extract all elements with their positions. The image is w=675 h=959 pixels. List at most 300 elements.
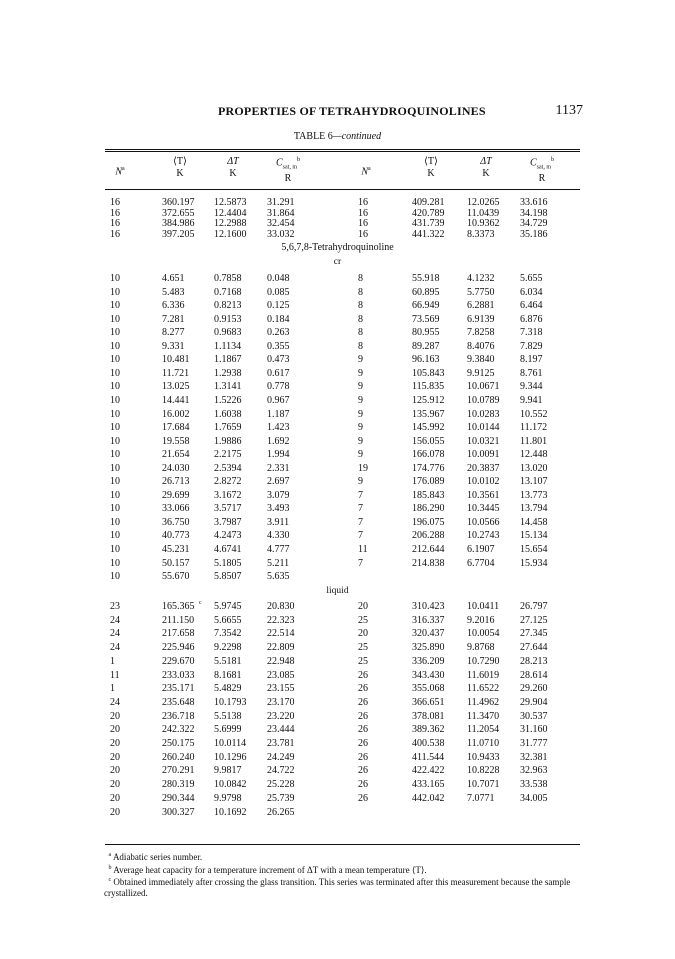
right-heat-capacity-cell: 32.381	[520, 751, 548, 763]
left-series-n-cell: 20	[110, 806, 120, 818]
left-heat-capacity-cell: 0.184	[267, 313, 290, 325]
left-mean-temperature-cell: 6.336	[162, 300, 185, 312]
right-mean-temperature-cell: 105.843	[412, 367, 445, 379]
left-mean-temperature-cell: 29.699	[162, 489, 190, 501]
left-heat-capacity-cell: 2.331	[267, 462, 290, 474]
left-series-n-cell: 10	[110, 516, 120, 528]
left-series-n-cell: 20	[110, 765, 120, 777]
right-heat-capacity-cell: 29.904	[520, 696, 548, 708]
right-heat-capacity-cell: 27.345	[520, 628, 548, 640]
right-mean-temperature-cell: 60.895	[412, 286, 440, 298]
col-head-t-right	[411, 156, 451, 180]
right-temperature-increment-cell: 6.7704	[467, 557, 495, 569]
left-mean-temperature-cell: 384.986	[162, 218, 195, 229]
phase-label-liquid: liquid	[326, 586, 349, 596]
right-mean-temperature-cell: 96.163	[412, 354, 440, 366]
right-series-n-cell: 25	[358, 655, 368, 667]
footnote-c-mark: c	[108, 877, 112, 883]
left-heat-capacity-cell: 31.291	[267, 197, 295, 208]
right-heat-capacity-cell: 15.654	[520, 544, 548, 555]
col-c-unit: R	[284, 173, 292, 185]
right-heat-capacity-cell: 15.134	[520, 530, 548, 542]
left-mean-temperature-cell: 233.033	[162, 669, 195, 681]
left-mean-temperature-cell: 9.331	[162, 340, 185, 352]
table-row	[0, 422, 675, 433]
right-temperature-increment-cell: 11.2054	[467, 724, 500, 736]
left-heat-capacity-cell: 0.355	[267, 340, 290, 352]
left-mean-temperature-cell: 235.648	[162, 696, 195, 708]
right-series-n-cell: 7	[358, 489, 363, 501]
right-temperature-increment-cell: 10.7071	[467, 779, 500, 791]
left-temperature-increment-cell: 2.2175	[214, 449, 242, 461]
right-temperature-increment-cell: 6.9139	[467, 313, 495, 325]
right-heat-capacity-cell: 31.777	[520, 738, 548, 749]
left-mean-temperature-cell: 36.750	[162, 516, 190, 528]
footnote-b-text: Average heat capacity for a temperature increment of ΔT with a mean temperature ⟨T⟩.	[113, 864, 427, 875]
col-c-symbol: C	[529, 157, 537, 169]
left-temperature-increment-cell: 0.9683	[214, 327, 242, 339]
col-head-c-left	[262, 154, 314, 185]
left-mean-temperature-cell: 24.030	[162, 462, 190, 474]
col-c-sub: sat, m	[282, 164, 297, 171]
right-temperature-increment-cell: 8.3373	[467, 228, 495, 240]
right-series-n-cell: 9	[358, 367, 363, 379]
right-heat-capacity-cell: 26.797	[520, 601, 548, 612]
right-heat-capacity-cell: 10.552	[520, 408, 548, 420]
left-mean-temperature-cell: 45.231	[162, 544, 190, 555]
right-mean-temperature-cell: 431.739	[412, 218, 445, 229]
right-mean-temperature-cell: 66.949	[412, 300, 440, 312]
col-c-sup: b	[551, 157, 554, 163]
table-row	[0, 208, 675, 219]
table-row	[0, 779, 675, 790]
right-series-n-cell: 19	[358, 462, 368, 474]
footnotes	[104, 850, 582, 898]
table-row	[0, 197, 675, 208]
right-temperature-increment-cell: 9.9125	[467, 367, 495, 379]
left-heat-capacity-cell: 23.444	[267, 724, 295, 736]
right-heat-capacity-cell: 6.034	[520, 286, 543, 298]
left-heat-capacity-cell: 20.830	[267, 601, 295, 612]
left-heat-capacity-cell: 0.967	[267, 394, 290, 406]
left-temperature-increment-cell: 0.9153	[214, 313, 242, 325]
table-row	[0, 642, 675, 653]
right-temperature-increment-cell: 9.2016	[467, 614, 495, 626]
col-c-sup: b	[297, 157, 300, 163]
right-temperature-increment-cell: 6.2881	[467, 300, 495, 312]
left-temperature-increment-cell: 4.2473	[214, 530, 242, 542]
right-mean-temperature-cell: 214.838	[412, 557, 445, 569]
left-series-n-cell: 10	[110, 435, 120, 447]
col-c-symbol: C	[275, 157, 283, 169]
footnote-c-ref: c	[199, 600, 202, 606]
table-row	[0, 601, 675, 612]
left-heat-capacity-cell: 3.079	[267, 489, 290, 501]
right-heat-capacity-cell: 34.005	[520, 792, 548, 804]
left-temperature-increment-cell: 1.1134	[214, 340, 242, 352]
left-heat-capacity-cell: 26.265	[267, 806, 295, 818]
left-temperature-increment-cell: 1.5226	[214, 394, 242, 406]
col-n-sup: a	[368, 166, 371, 172]
left-mean-temperature-cell: 236.718	[162, 710, 195, 722]
table-row	[0, 544, 675, 555]
right-series-n-cell: 8	[358, 340, 363, 352]
col-dt-symbol: ΔT	[480, 156, 492, 167]
right-temperature-increment-cell: 10.0671	[467, 381, 500, 393]
left-mean-temperature-cell: 270.291	[162, 765, 195, 777]
table-row	[0, 354, 675, 365]
left-heat-capacity-cell: 32.454	[267, 218, 295, 229]
left-series-n-cell: 10	[110, 408, 120, 420]
header-underline	[105, 189, 580, 190]
right-series-n-cell: 7	[358, 557, 363, 569]
table-row	[0, 807, 675, 818]
left-series-n-cell: 10	[110, 273, 120, 284]
table-row	[0, 530, 675, 541]
right-heat-capacity-cell: 14.458	[520, 516, 548, 528]
left-heat-capacity-cell: 0.473	[267, 354, 290, 366]
left-mean-temperature-cell: 55.670	[162, 571, 190, 583]
left-heat-capacity-cell: 23.781	[267, 738, 295, 749]
page-number: 1137	[555, 103, 583, 118]
right-mean-temperature-cell: 366.651	[412, 696, 445, 708]
left-heat-capacity-cell: 0.125	[267, 300, 290, 312]
right-series-n-cell: 9	[358, 394, 363, 406]
right-heat-capacity-cell: 33.538	[520, 779, 548, 791]
footnote-a-mark: a	[108, 852, 112, 858]
left-temperature-increment-cell: 1.7659	[214, 422, 242, 434]
table-bottom-rule	[105, 844, 580, 845]
right-series-n-cell: 26	[358, 751, 368, 763]
col-dt-symbol: ΔT	[227, 156, 239, 167]
table-row	[0, 287, 675, 298]
left-mean-temperature-cell: 211.150	[162, 614, 195, 626]
table-row	[0, 327, 675, 338]
right-mean-temperature-cell: 73.569	[412, 313, 440, 325]
left-heat-capacity-cell: 0.085	[267, 286, 290, 298]
right-series-n-cell: 8	[358, 273, 363, 284]
col-head-dt-left	[213, 156, 253, 180]
right-temperature-increment-cell: 10.0144	[467, 422, 500, 434]
left-mean-temperature-cell: 21.654	[162, 449, 190, 461]
right-temperature-increment-cell: 11.4962	[467, 696, 500, 708]
left-series-n-cell: 10	[110, 367, 120, 379]
left-heat-capacity-cell: 1.994	[267, 449, 290, 461]
left-heat-capacity-cell: 0.048	[267, 273, 290, 284]
left-series-n-cell: 23	[110, 601, 120, 612]
footnote-a	[104, 850, 582, 863]
col-head-n-right	[356, 163, 376, 178]
left-series-n-cell: 20	[110, 724, 120, 736]
right-mean-temperature-cell: 355.068	[412, 683, 445, 695]
right-heat-capacity-cell: 9.941	[520, 394, 543, 406]
right-series-n-cell: 26	[358, 669, 368, 681]
left-temperature-increment-cell: 1.1867	[214, 354, 242, 366]
left-series-n-cell: 10	[110, 422, 120, 434]
left-series-n-cell: 24	[110, 628, 120, 640]
right-mean-temperature-cell: 196.075	[412, 516, 445, 528]
left-temperature-increment-cell: 10.0114	[214, 738, 247, 749]
right-series-n-cell: 26	[358, 792, 368, 804]
table-row	[0, 558, 675, 569]
left-mean-temperature-cell: 260.240	[162, 751, 195, 763]
col-t-symbol: ⟨T⟩	[173, 156, 187, 167]
left-series-n-cell: 16	[110, 228, 120, 240]
right-heat-capacity-cell: 12.448	[520, 449, 548, 461]
footnote-b-mark: b	[108, 864, 112, 871]
right-temperature-increment-cell: 10.0102	[467, 476, 500, 488]
right-temperature-increment-cell: 8.4076	[467, 340, 495, 352]
footnote-b	[104, 863, 582, 876]
left-mean-temperature-cell: 290.344	[162, 792, 195, 804]
left-temperature-increment-cell: 0.7858	[214, 273, 242, 284]
right-mean-temperature-cell: 441.322	[412, 228, 445, 240]
right-mean-temperature-cell: 80.955	[412, 327, 440, 339]
right-series-n-cell: 26	[358, 710, 368, 722]
right-mean-temperature-cell: 400.538	[412, 738, 445, 749]
col-dt-unit: K	[229, 168, 237, 179]
right-temperature-increment-cell: 11.0710	[467, 738, 500, 749]
left-heat-capacity-cell: 1.187	[267, 408, 290, 420]
left-temperature-increment-cell: 1.2938	[214, 367, 242, 379]
right-mean-temperature-cell: 176.089	[412, 476, 445, 488]
left-temperature-increment-cell: 2.8272	[214, 476, 242, 488]
right-mean-temperature-cell: 389.362	[412, 724, 445, 736]
right-series-n-cell: 26	[358, 738, 368, 749]
left-mean-temperature-cell: 13.025	[162, 381, 190, 393]
col-t-unit: K	[176, 168, 184, 179]
left-series-n-cell: 11	[110, 669, 120, 681]
table-row	[0, 218, 675, 229]
left-mean-temperature-cell: 14.441	[162, 394, 190, 406]
left-series-n-cell: 16	[110, 197, 120, 208]
table-row	[0, 368, 675, 379]
left-heat-capacity-cell: 0.263	[267, 327, 290, 339]
table-row	[0, 697, 675, 708]
left-mean-temperature-cell: 250.175	[162, 738, 195, 749]
left-heat-capacity-cell: 22.514	[267, 628, 295, 640]
phase-label-cr: cr	[333, 257, 342, 267]
left-temperature-increment-cell: 10.1296	[214, 751, 247, 763]
right-mean-temperature-cell: 422.422	[412, 765, 445, 777]
right-series-n-cell: 9	[358, 381, 363, 393]
right-series-n-cell: 11	[358, 544, 368, 555]
left-series-n-cell: 10	[110, 476, 120, 488]
right-series-n-cell: 9	[358, 422, 363, 434]
table-caption-continued: —continued	[332, 131, 382, 142]
left-series-n-cell: 10	[110, 462, 120, 474]
right-series-n-cell: 16	[358, 218, 368, 229]
right-heat-capacity-cell: 27.125	[520, 614, 548, 626]
table-row	[0, 724, 675, 735]
left-series-n-cell: 20	[110, 792, 120, 804]
left-series-n-cell: 10	[110, 544, 120, 555]
left-temperature-increment-cell: 12.4404	[214, 207, 247, 219]
left-temperature-increment-cell: 5.4829	[214, 683, 242, 695]
col-dt-unit: K	[482, 168, 490, 179]
left-temperature-increment-cell: 12.5873	[214, 197, 247, 208]
right-heat-capacity-cell: 13.107	[520, 476, 548, 488]
right-temperature-increment-cell: 10.0321	[467, 435, 500, 447]
left-heat-capacity-cell: 1.423	[267, 422, 290, 434]
right-temperature-increment-cell: 10.3561	[467, 489, 500, 501]
left-series-n-cell: 10	[110, 286, 120, 298]
right-heat-capacity-cell: 31.160	[520, 724, 548, 736]
left-heat-capacity-cell: 0.778	[267, 381, 290, 393]
right-mean-temperature-cell: 409.281	[412, 197, 445, 208]
col-n-sup: a	[122, 166, 125, 172]
left-mean-temperature-cell: 4.651	[162, 273, 185, 284]
right-mean-temperature-cell: 411.544	[412, 751, 445, 763]
left-temperature-increment-cell: 5.5181	[214, 655, 242, 667]
table-row	[0, 395, 675, 406]
right-series-n-cell: 9	[358, 449, 363, 461]
left-mean-temperature-cell: 50.157	[162, 557, 190, 569]
right-mean-temperature-cell: 320.437	[412, 628, 445, 640]
left-series-n-cell: 10	[110, 557, 120, 569]
right-temperature-increment-cell: 10.0091	[467, 449, 500, 461]
right-temperature-increment-cell: 4.1232	[467, 273, 495, 284]
right-temperature-increment-cell: 20.3837	[467, 462, 500, 474]
left-mean-temperature-cell: 33.066	[162, 503, 190, 515]
left-heat-capacity-cell: 24.722	[267, 765, 295, 777]
right-heat-capacity-cell: 8.761	[520, 367, 543, 379]
right-temperature-increment-cell: 10.0566	[467, 516, 500, 528]
left-mean-temperature-cell: 217.658	[162, 628, 195, 640]
right-temperature-increment-cell: 10.8228	[467, 765, 500, 777]
left-heat-capacity-cell: 23.155	[267, 683, 295, 695]
right-series-n-cell: 25	[358, 642, 368, 654]
right-series-n-cell: 26	[358, 683, 368, 695]
left-temperature-increment-cell: 4.6741	[214, 544, 242, 555]
right-mean-temperature-cell: 316.337	[412, 614, 445, 626]
left-series-n-cell: 10	[110, 571, 120, 583]
table-row	[0, 490, 675, 501]
table-row	[0, 615, 675, 626]
right-temperature-increment-cell: 11.6019	[467, 669, 500, 681]
left-series-n-cell: 10	[110, 394, 120, 406]
left-mean-temperature-cell: 5.483	[162, 286, 185, 298]
col-head-dt-right	[466, 156, 506, 180]
right-mean-temperature-cell: 343.430	[412, 669, 445, 681]
table-row	[0, 381, 675, 392]
right-series-n-cell: 7	[358, 503, 363, 515]
right-series-n-cell: 16	[358, 228, 368, 240]
table-row	[0, 571, 675, 582]
right-series-n-cell: 7	[358, 530, 363, 542]
left-heat-capacity-cell: 22.323	[267, 614, 295, 626]
right-temperature-increment-cell: 12.0265	[467, 197, 500, 208]
right-series-n-cell: 9	[358, 408, 363, 420]
left-mean-temperature-cell: 242.322	[162, 724, 195, 736]
left-mean-temperature-cell: 8.277	[162, 327, 185, 339]
left-series-n-cell: 10	[110, 327, 120, 339]
right-mean-temperature-cell: 378.081	[412, 710, 445, 722]
left-temperature-increment-cell: 0.8213	[214, 300, 242, 312]
right-heat-capacity-cell: 13.794	[520, 503, 548, 515]
left-heat-capacity-cell: 31.864	[267, 207, 295, 219]
table-row	[0, 503, 675, 514]
left-mean-temperature-cell: 165.365	[162, 601, 195, 612]
right-series-n-cell: 9	[358, 435, 363, 447]
right-heat-capacity-cell: 9.344	[520, 381, 543, 393]
table-row	[0, 517, 675, 528]
right-heat-capacity-cell: 27.644	[520, 642, 548, 654]
left-temperature-increment-cell: 3.7987	[214, 516, 242, 528]
left-temperature-increment-cell: 0.7168	[214, 286, 242, 298]
right-series-n-cell: 8	[358, 327, 363, 339]
right-mean-temperature-cell: 174.776	[412, 462, 445, 474]
page-header	[103, 104, 583, 120]
footnote-c	[104, 875, 582, 898]
left-heat-capacity-cell: 23.170	[267, 696, 295, 708]
table-row	[0, 314, 675, 325]
left-heat-capacity-cell: 4.330	[267, 530, 290, 542]
table-row	[0, 476, 675, 487]
col-t-unit: K	[427, 168, 435, 179]
left-temperature-increment-cell: 1.9886	[214, 435, 242, 447]
table-row	[0, 341, 675, 352]
table-row	[0, 300, 675, 311]
right-heat-capacity-cell: 6.876	[520, 313, 543, 325]
left-mean-temperature-cell: 7.281	[162, 313, 185, 325]
col-t-symbol: ⟨T⟩	[424, 156, 438, 167]
right-heat-capacity-cell: 5.655	[520, 273, 543, 284]
left-heat-capacity-cell: 25.228	[267, 779, 295, 791]
left-mean-temperature-cell: 40.773	[162, 530, 190, 542]
right-heat-capacity-cell: 7.829	[520, 340, 543, 352]
table-row	[0, 711, 675, 722]
right-mean-temperature-cell: 185.843	[412, 489, 445, 501]
right-mean-temperature-cell: 206.288	[412, 530, 445, 542]
left-heat-capacity-cell: 4.777	[267, 544, 290, 555]
right-temperature-increment-cell: 10.7290	[467, 655, 500, 667]
left-temperature-increment-cell: 5.6999	[214, 724, 242, 736]
right-mean-temperature-cell: 433.165	[412, 779, 445, 791]
left-heat-capacity-cell: 25.739	[267, 792, 295, 804]
right-temperature-increment-cell: 11.0439	[467, 207, 500, 219]
left-series-n-cell: 20	[110, 710, 120, 722]
right-heat-capacity-cell: 8.197	[520, 354, 543, 366]
left-temperature-increment-cell: 8.1681	[214, 669, 242, 681]
right-series-n-cell: 8	[358, 286, 363, 298]
right-heat-capacity-cell: 11.172	[520, 422, 548, 434]
left-series-n-cell: 10	[110, 503, 120, 515]
right-temperature-increment-cell: 10.0283	[467, 408, 500, 420]
left-temperature-increment-cell: 5.1805	[214, 557, 242, 569]
left-heat-capacity-cell: 22.948	[267, 655, 295, 667]
left-heat-capacity-cell: 24.249	[267, 751, 295, 763]
left-temperature-increment-cell: 10.1692	[214, 806, 247, 818]
left-series-n-cell: 1	[110, 683, 115, 695]
right-mean-temperature-cell: 89.287	[412, 340, 440, 352]
right-heat-capacity-cell: 28.213	[520, 655, 548, 667]
table-row	[0, 628, 675, 639]
left-temperature-increment-cell: 5.6655	[214, 614, 242, 626]
right-heat-capacity-cell: 15.934	[520, 557, 548, 569]
left-temperature-increment-cell: 10.0842	[214, 779, 247, 791]
col-n-symbol: N	[115, 166, 122, 178]
table-top-rule	[105, 149, 580, 150]
left-temperature-increment-cell: 3.5717	[214, 503, 242, 515]
left-series-n-cell: 16	[110, 218, 120, 229]
table-row	[0, 793, 675, 804]
left-temperature-increment-cell: 9.9817	[214, 765, 242, 777]
left-temperature-increment-cell: 5.8507	[214, 571, 242, 583]
right-series-n-cell: 9	[358, 476, 363, 488]
running-title: PROPERTIES OF TETRAHYDROQUINOLINES	[218, 104, 486, 118]
right-heat-capacity-cell: 35.186	[520, 228, 548, 240]
